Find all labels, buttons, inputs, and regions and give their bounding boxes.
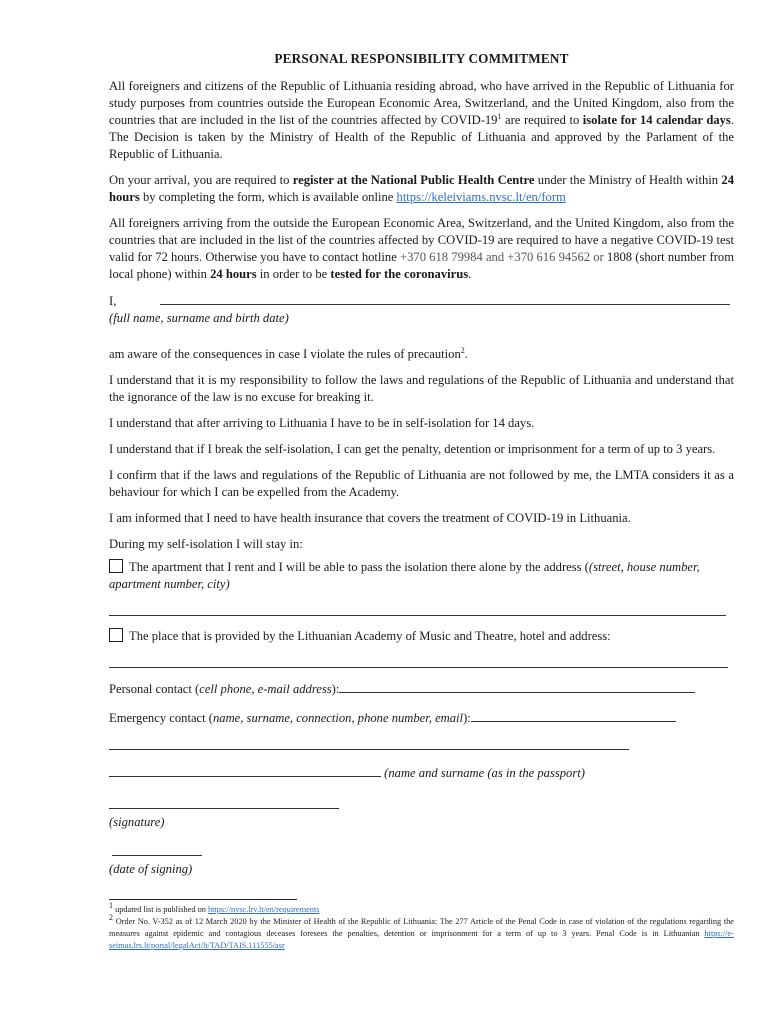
paragraph-registration [109,172,734,206]
bold-text: register at the National Public Health Centre [292,173,535,187]
option-academy [109,628,734,645]
footnote-2 [109,913,734,952]
text: Order No. V-352 as of 12 March 2020 by the Minister of Health of the Republic of Lithuania: The 277 Article of the Penal Code in case of violation of the regulations regarding the measures against epidemic and contagious deceases foresees the penalties, detention or imprisonment for a term of up to 3 years. Penal Code is in Lithuanian [109,917,734,938]
footnote-ref-2: 2 [460,345,465,355]
text: 1808 (short number from local phone) within [109,250,734,281]
text: On your arrival, you are required to [109,173,293,187]
date-field[interactable] [112,843,202,856]
passport-name-hint: (name and surname (as in the passport) [384,766,585,780]
text: ): [331,682,340,696]
paragraph-isolation [109,78,734,163]
personal-contact-field[interactable] [339,680,695,693]
footnote-number: 1 [109,901,113,911]
document-title: PERSONAL RESPONSIBILITY COMMITMENT [274,51,569,66]
personal-contact-row [109,680,734,698]
bold-text: 24 hours [210,267,257,281]
passport-name-field[interactable] [109,764,381,777]
paragraph-aware [109,346,734,363]
emergency-contact-field-continued[interactable] [109,737,629,750]
emergency-contact-field[interactable] [471,709,676,722]
signature-field[interactable] [109,796,339,809]
apartment-address-field[interactable] [109,603,726,616]
bold-text: isolate for 14 calendar days [582,113,731,127]
paragraph-understand-laws: I understand that it is my responsibility to follow the laws and regulations of the Republic of Lithuania and understand that the ignorance of the law is no excuse for breaking it. [109,373,734,404]
text: under the Ministry of Health within [534,173,722,187]
requirements-link[interactable]: https://nvsc.lrv.lt/en/requirements [207,905,320,914]
emergency-contact-row [109,709,734,727]
footnotes [109,899,734,952]
signature-hint: (signature) [109,815,165,829]
text: by completing the form, which is available online [139,190,397,204]
text: . [468,267,472,281]
bold-text: tested for the coronavirus [330,267,469,281]
text: ): [463,711,471,725]
text: in order to be [256,267,331,281]
text: updated list is published on [113,905,208,914]
text: I, [109,294,117,308]
full-name-field[interactable] [160,292,730,305]
personal-contact-hint: cell phone, e-mail address [199,682,332,696]
full-name-hint: (full name, surname and birth date) [109,311,289,325]
address-hint: (street, house number, apartment number, city) [109,560,700,591]
paragraph-insurance: I am informed that I need to have health insurance that covers the treatment of COVID-19 in Lithuania. [109,511,631,525]
bold-text: 24 hours [109,173,734,204]
paragraph-stay: During my self-isolation I will stay in: [109,537,303,551]
registration-form-link[interactable]: https://keleiviams.nvsc.lt/en/form [396,190,566,204]
text: . [464,347,468,361]
academy-address-field[interactable] [109,655,728,668]
text: are required to [501,113,583,127]
hotline-numbers: +370 618 79984 and +370 616 94562 or [400,250,604,264]
penal-code-link[interactable]: https://e-seimas.lrs.lt/portal/legalAct/lt/TAD/TAIS.111555/asr [109,929,734,950]
date-hint: (date of signing) [109,862,193,876]
text: The place that is provided by the Lithuanian Academy of Music and Theatre, hotel and address: [129,629,611,643]
text: All foreigners arriving from the outside the European Economic Area, Switzerland, and the United Kingdom, also from the countries that are included in the list of the countries affected by COVID-19 are required to have a negative COVID-19 test valid for 72 hours. Otherwise you have to contact hotline [109,216,734,264]
document-body [109,50,734,878]
footnote-number: 2 [109,913,113,923]
text: The apartment that I rent and I will be able to pass the isolation there alone by the address ( [129,560,589,574]
text: am aware of the consequences in case I violate the rules of precaution [109,347,461,361]
academy-checkbox[interactable] [109,628,123,642]
paragraph-confirm: I confirm that if the laws and regulations of the Republic of Lithuania are not followed by me, the LMTA considers it as a behaviour for which I can be expelled from the Academy. [109,468,734,499]
full-name-row [109,292,734,310]
text: All foreigners and citizens of the Republic of Lithuania residing abroad, who have arrived in the Republic of Lithuania for study purposes from countries outside the European Economic Area, Switzerland, and the United Kingdom, also from the countries that are included in the list of the countries affected by COVID-19 [109,79,734,127]
footnote-divider [109,899,297,900]
paragraph-understand-penalty: I understand that if I break the self-isolation, I can get the penalty, detention or imprisonment for a term of up to 3 years. [109,442,716,456]
text: . The Decision is taken by the Ministry of Health of the Republic of Lithuania and approved by the Parlament of the Republic of Lithuania. [109,113,734,161]
paragraph-testing [109,215,734,283]
footnote-1 [109,901,734,916]
paragraph-understand-isolation: I understand that after arriving to Lithuania I have to be in self-isolation for 14 days. [109,416,535,430]
apartment-checkbox[interactable] [109,559,123,573]
option-apartment [109,559,734,593]
footnote-ref-1: 1 [497,111,502,121]
text: Emergency contact ( [109,711,213,725]
emergency-contact-hint: name, surname, connection, phone number, email [212,711,464,725]
text: Personal contact ( [109,682,200,696]
passport-name-row [109,764,734,782]
